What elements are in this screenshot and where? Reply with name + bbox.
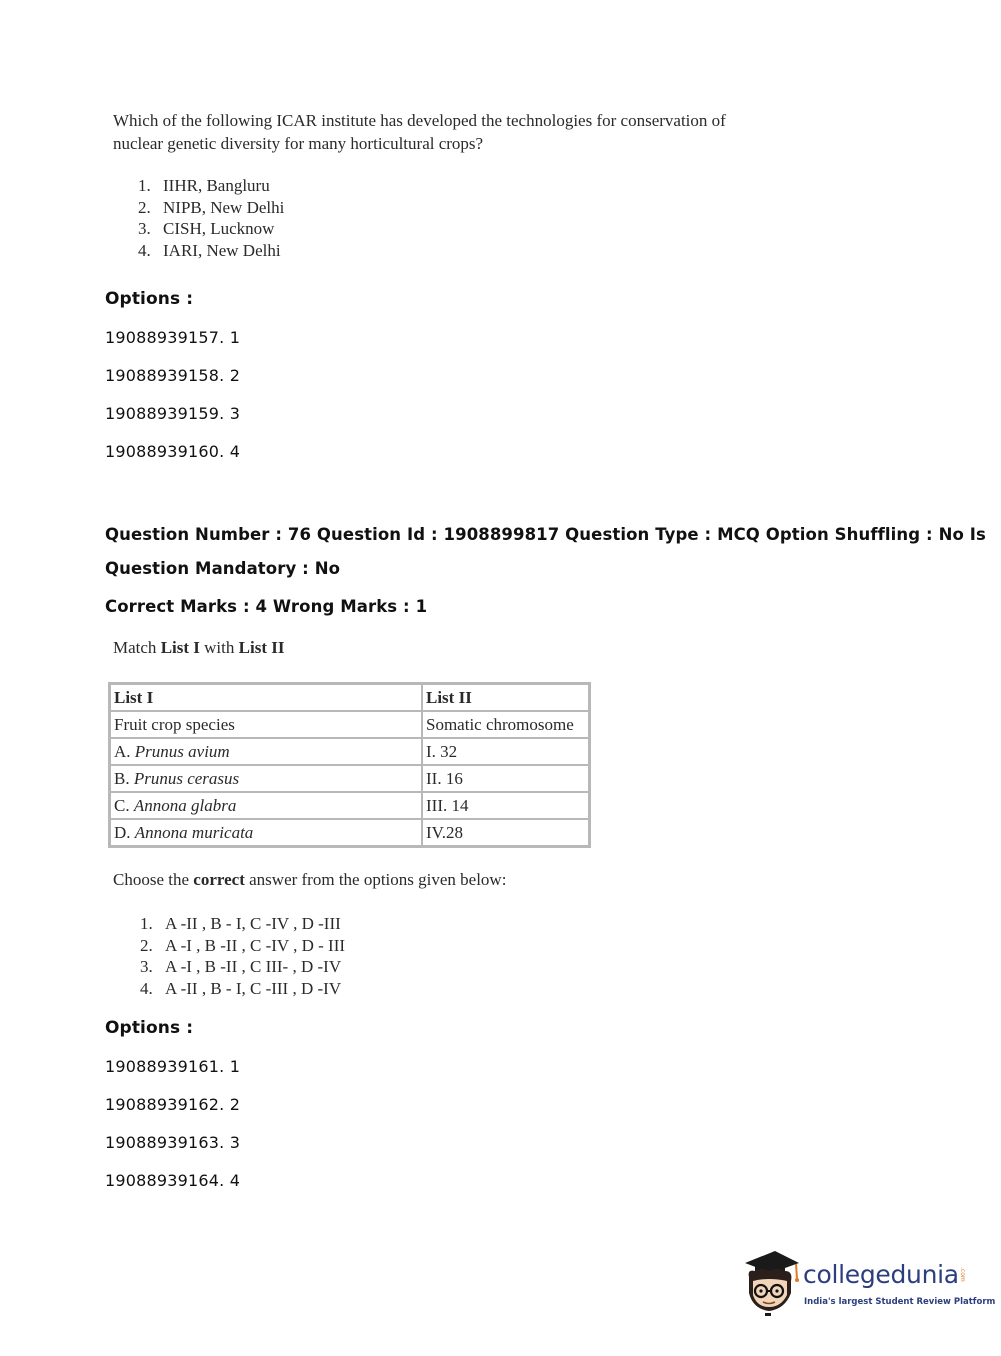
option-line: 19088939160. 4 — [105, 442, 241, 461]
list-item: 1. A -II , B - I, C -IV , D -III — [140, 914, 341, 933]
mascot-icon — [741, 1249, 803, 1319]
option-line: 19088939159. 3 — [105, 404, 241, 423]
table-cell: III. 14 — [422, 792, 589, 819]
table-header-cell: List I — [110, 684, 422, 711]
table-row — [110, 765, 589, 792]
list-item: 2. NIPB, New Delhi — [138, 197, 285, 217]
table-row — [110, 711, 589, 738]
table-cell: C. Annona glabra — [110, 792, 422, 819]
list-item: 3. CISH, Lucknow — [138, 219, 275, 238]
table-cell: I. 32 — [422, 738, 589, 765]
question-76-marks-line: Correct Marks : 4 Wrong Marks : 1 — [105, 597, 428, 616]
table-row — [110, 738, 589, 765]
list-item: 4. A -II , B - I, C -III , D -IV — [140, 978, 342, 998]
options-heading: Options : — [105, 289, 194, 309]
logo-com-suffix: .com — [959, 1267, 966, 1282]
table-cell: B. Prunus cerasus — [110, 765, 422, 792]
question-75-line-2: nuclear genetic diversity for many horticultural crops? — [113, 134, 484, 153]
table-cell: II. 16 — [422, 765, 589, 792]
list-item: 4. IARI, New Delhi — [138, 240, 281, 260]
option-line: 19088939163. 3 — [105, 1133, 241, 1152]
logo-tagline: India's largest Student Review Platform — [804, 1297, 996, 1307]
question-76-meta-line-2: Question Mandatory : No — [105, 559, 341, 578]
option-line: 19088939157. 1 — [105, 328, 241, 347]
question-76-meta-line-1: Question Number : 76 Question Id : 1908899817 Question Type : MCQ Option Shuffling : No Is — [105, 525, 986, 544]
table-header-cell: List II — [422, 684, 589, 711]
logo-wordmark: collegedunia — [803, 1260, 959, 1289]
choose-instruction: Choose the correct answer from the options given below: — [113, 870, 507, 889]
option-line: 19088939162. 2 — [105, 1095, 241, 1114]
question-76-choice-list — [140, 913, 345, 999]
table-cell: A. Prunus avium — [110, 738, 422, 765]
table-row — [110, 819, 589, 846]
option-line: 19088939161. 1 — [105, 1057, 241, 1076]
table-cell: D. Annona muricata — [110, 819, 422, 846]
table-header-row — [110, 684, 589, 711]
options-heading: Options : — [105, 1018, 194, 1038]
question-75-text — [113, 109, 753, 155]
table-cell: Fruit crop species — [110, 711, 422, 738]
option-line: 19088939164. 4 — [105, 1171, 241, 1190]
question-75-choice-list — [138, 175, 284, 261]
table-row — [110, 792, 589, 819]
list-item: 2. A -I , B -II , C -IV , D - III — [140, 935, 346, 955]
option-line: 19088939158. 2 — [105, 366, 241, 385]
question-75-line-1: Which of the following ICAR institute has developed the technologies for conservation of — [113, 111, 726, 130]
match-table — [108, 682, 591, 848]
table-cell: Somatic chromosome — [422, 711, 589, 738]
table-cell: IV.28 — [422, 819, 589, 846]
match-prompt: Match List I with List II — [113, 638, 285, 657]
list-item: 1. IIHR, Bangluru — [138, 176, 270, 195]
list-item: 3. A -I , B -II , C III- , D -IV — [140, 957, 342, 976]
collegedunia-logo — [741, 1249, 996, 1319]
